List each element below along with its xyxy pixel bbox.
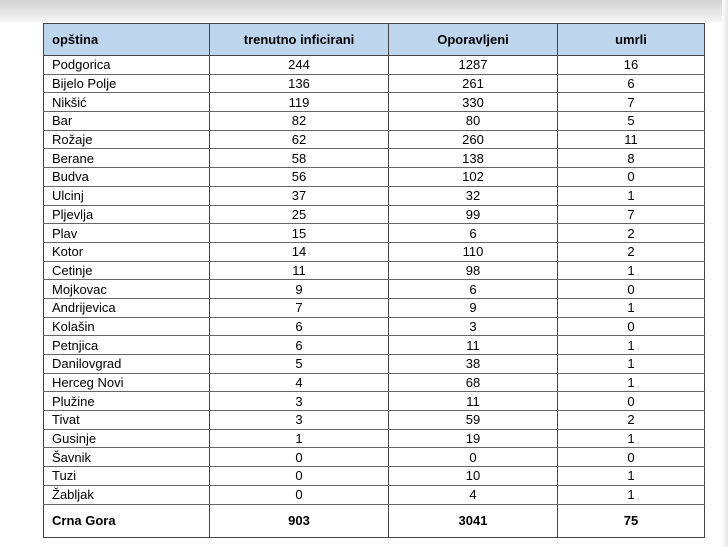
deaths-cell: 0 (558, 317, 705, 336)
deaths-cell: 0 (558, 168, 705, 187)
municipality-cell: Berane (44, 149, 210, 168)
municipality-cell: Mojkovac (44, 280, 210, 299)
municipality-cell: Gusinje (44, 429, 210, 448)
recovered-cell: 6 (389, 224, 558, 243)
table-row (44, 112, 705, 131)
infected-cell: 0 (210, 448, 389, 467)
deaths-cell: 1 (558, 355, 705, 374)
recovered-cell: 330 (389, 93, 558, 112)
table-row (44, 392, 705, 411)
deaths-cell: 0 (558, 280, 705, 299)
infected-cell: 14 (210, 242, 389, 261)
top-shadow (0, 0, 728, 22)
infected-cell: 25 (210, 205, 389, 224)
total-label: Crna Gora (44, 504, 210, 537)
recovered-cell: 68 (389, 373, 558, 392)
deaths-cell: 1 (558, 485, 705, 504)
deaths-cell: 16 (558, 56, 705, 75)
municipality-cell: Nikšić (44, 93, 210, 112)
municipality-cell: Tuzi (44, 467, 210, 486)
header-deaths: umrli (558, 24, 705, 56)
recovered-cell: 6 (389, 280, 558, 299)
right-shadow (722, 0, 728, 547)
municipality-cell: Bar (44, 112, 210, 131)
deaths-cell: 6 (558, 74, 705, 93)
table-row (44, 448, 705, 467)
infected-cell: 7 (210, 298, 389, 317)
table-row (44, 130, 705, 149)
recovered-cell: 0 (389, 448, 558, 467)
recovered-cell: 19 (389, 429, 558, 448)
municipality-cell: Pljevlja (44, 205, 210, 224)
table-row (44, 280, 705, 299)
infected-cell: 82 (210, 112, 389, 131)
recovered-cell: 110 (389, 242, 558, 261)
table-row (44, 485, 705, 504)
municipality-cell: Bijelo Polje (44, 74, 210, 93)
recovered-cell: 260 (389, 130, 558, 149)
infected-cell: 0 (210, 467, 389, 486)
municipality-cell: Kolašin (44, 317, 210, 336)
table-row (44, 429, 705, 448)
infected-cell: 56 (210, 168, 389, 187)
table-row (44, 74, 705, 93)
table-row (44, 205, 705, 224)
total-recovered: 3041 (389, 504, 558, 537)
header-municipality: opština (44, 24, 210, 56)
municipality-cell: Tivat (44, 411, 210, 430)
table-row (44, 186, 705, 205)
deaths-cell: 7 (558, 93, 705, 112)
deaths-cell: 0 (558, 392, 705, 411)
table-row (44, 56, 705, 75)
deaths-cell: 2 (558, 224, 705, 243)
deaths-cell: 1 (558, 373, 705, 392)
recovered-cell: 38 (389, 355, 558, 374)
deaths-cell: 7 (558, 205, 705, 224)
infected-cell: 3 (210, 392, 389, 411)
municipality-cell: Cetinje (44, 261, 210, 280)
infected-cell: 244 (210, 56, 389, 75)
municipality-cell: Herceg Novi (44, 373, 210, 392)
total-row (44, 504, 705, 537)
infected-cell: 6 (210, 336, 389, 355)
municipality-cell: Budva (44, 168, 210, 187)
municipality-cell: Žabljak (44, 485, 210, 504)
deaths-cell: 1 (558, 261, 705, 280)
infected-cell: 1 (210, 429, 389, 448)
recovered-cell: 80 (389, 112, 558, 131)
infected-cell: 37 (210, 186, 389, 205)
recovered-cell: 4 (389, 485, 558, 504)
recovered-cell: 9 (389, 298, 558, 317)
table-row (44, 298, 705, 317)
table-row (44, 242, 705, 261)
header-currently-infected: trenutno inficirani (210, 24, 389, 56)
covid-municipality-table (43, 23, 705, 538)
deaths-cell: 1 (558, 467, 705, 486)
municipality-cell: Podgorica (44, 56, 210, 75)
infected-cell: 6 (210, 317, 389, 336)
table-row (44, 93, 705, 112)
municipality-cell: Petnjica (44, 336, 210, 355)
infected-cell: 58 (210, 149, 389, 168)
infected-cell: 0 (210, 485, 389, 504)
recovered-cell: 11 (389, 392, 558, 411)
recovered-cell: 10 (389, 467, 558, 486)
recovered-cell: 59 (389, 411, 558, 430)
table-row (44, 149, 705, 168)
recovered-cell: 138 (389, 149, 558, 168)
recovered-cell: 11 (389, 336, 558, 355)
deaths-cell: 2 (558, 242, 705, 261)
recovered-cell: 98 (389, 261, 558, 280)
deaths-cell: 2 (558, 411, 705, 430)
table-row (44, 317, 705, 336)
infected-cell: 62 (210, 130, 389, 149)
deaths-cell: 1 (558, 429, 705, 448)
table-row (44, 336, 705, 355)
infected-cell: 136 (210, 74, 389, 93)
deaths-cell: 1 (558, 186, 705, 205)
municipality-cell: Šavnik (44, 448, 210, 467)
infected-cell: 4 (210, 373, 389, 392)
table-row (44, 224, 705, 243)
municipality-cell: Plužine (44, 392, 210, 411)
deaths-cell: 0 (558, 448, 705, 467)
infected-cell: 3 (210, 411, 389, 430)
recovered-cell: 1287 (389, 56, 558, 75)
deaths-cell: 1 (558, 336, 705, 355)
municipality-cell: Plav (44, 224, 210, 243)
municipality-cell: Andrijevica (44, 298, 210, 317)
table-row (44, 373, 705, 392)
total-infected: 903 (210, 504, 389, 537)
infected-cell: 119 (210, 93, 389, 112)
recovered-cell: 32 (389, 186, 558, 205)
total-deaths: 75 (558, 504, 705, 537)
table-row (44, 168, 705, 187)
header-row (44, 24, 705, 56)
municipality-cell: Kotor (44, 242, 210, 261)
table-row (44, 467, 705, 486)
deaths-cell: 5 (558, 112, 705, 131)
infected-cell: 11 (210, 261, 389, 280)
table-row (44, 355, 705, 374)
infected-cell: 5 (210, 355, 389, 374)
municipality-cell: Rožaje (44, 130, 210, 149)
table-row (44, 411, 705, 430)
deaths-cell: 1 (558, 298, 705, 317)
infected-cell: 9 (210, 280, 389, 299)
infected-cell: 15 (210, 224, 389, 243)
recovered-cell: 261 (389, 74, 558, 93)
recovered-cell: 102 (389, 168, 558, 187)
recovered-cell: 3 (389, 317, 558, 336)
recovered-cell: 99 (389, 205, 558, 224)
table-row (44, 261, 705, 280)
municipality-cell: Ulcinj (44, 186, 210, 205)
deaths-cell: 11 (558, 130, 705, 149)
header-recovered: Oporavljeni (389, 24, 558, 56)
deaths-cell: 8 (558, 149, 705, 168)
municipality-cell: Danilovgrad (44, 355, 210, 374)
